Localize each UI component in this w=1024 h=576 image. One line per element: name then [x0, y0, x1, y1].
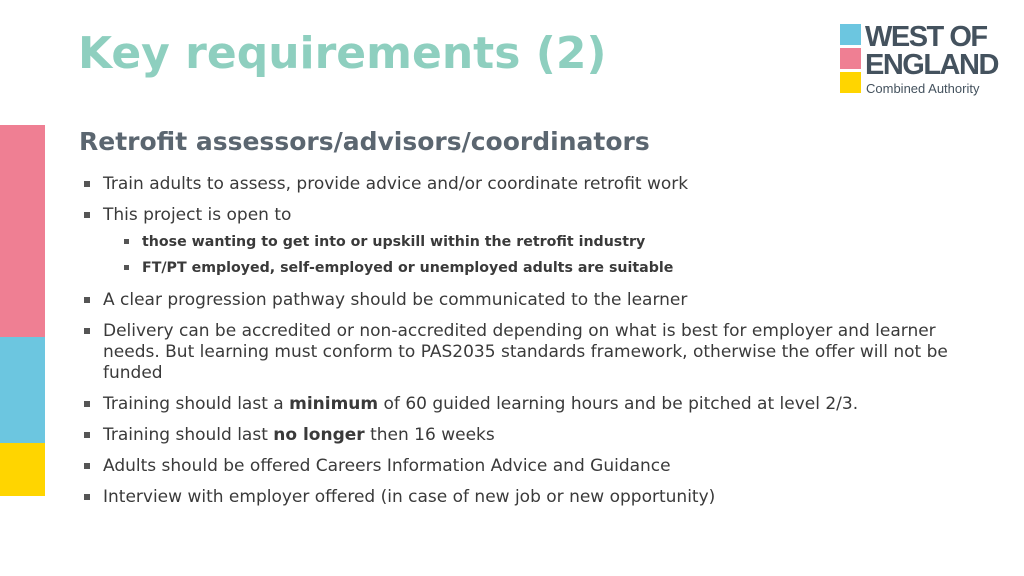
sub-bullet-text: those wanting to get into or upskill within the retrofit industry — [142, 234, 646, 250]
logo-squares-icon — [840, 24, 861, 96]
sub-bullet-item — [124, 232, 984, 252]
sub-bullet-text: FT/PT employed, self-employed or unemployed adults are suitable — [142, 260, 674, 276]
square-bullet-icon — [84, 494, 90, 500]
logo-square-yellow — [840, 72, 861, 93]
logo-text-line1: WEST OF — [865, 21, 987, 53]
square-bullet-icon — [84, 401, 90, 407]
sub-bullet-item — [124, 258, 984, 278]
bullet-item — [84, 290, 984, 311]
bullet-text: Train adults to assess, provide advice and/or coordinate retrofit work — [103, 174, 689, 194]
bullet-list — [84, 174, 984, 508]
square-bullet-icon — [124, 239, 129, 244]
logo-text-line3: Combined Authority — [866, 81, 980, 96]
square-bullet-icon — [124, 265, 129, 270]
bullet-item — [84, 456, 984, 477]
square-bullet-icon — [84, 432, 90, 438]
bullet-item — [84, 321, 984, 384]
square-bullet-icon — [84, 212, 90, 218]
logo-square-blue — [840, 24, 861, 45]
square-bullet-icon — [84, 328, 90, 334]
bullet-text: Training should last no longer then 16 weeks — [103, 425, 495, 445]
bullet-text: Adults should be offered Careers Information Advice and Guidance — [103, 456, 671, 476]
bullet-item — [84, 487, 984, 508]
bullet-text: Interview with employer offered (in case of new job or new opportunity) — [103, 487, 716, 507]
bullet-text: Training should last a minimum of 60 guided learning hours and be pitched at level 2/3. — [103, 394, 859, 414]
west-of-england-logo — [840, 21, 1010, 96]
decorative-bar-blue — [0, 337, 45, 443]
decorative-bar-pink — [0, 125, 45, 337]
slide-subtitle: Retrofit assessors/advisors/coordinators — [79, 127, 650, 156]
logo-text-line2: ENGLAND — [865, 49, 998, 81]
bullet-text: This project is open to — [103, 205, 292, 225]
decorative-bar-yellow — [0, 443, 45, 496]
logo-square-pink — [840, 48, 861, 69]
bullet-text: Delivery can be accredited or non-accredited depending on what is best for employer and learner needs. But learning must conform to PAS2035 standards framework, otherwise the offer will not be funded — [103, 321, 948, 383]
bullet-item — [84, 174, 984, 195]
square-bullet-icon — [84, 181, 90, 187]
bullet-item — [84, 394, 984, 415]
slide-title: Key requirements (2) — [78, 28, 607, 79]
square-bullet-icon — [84, 463, 90, 469]
bullet-text: A clear progression pathway should be communicated to the learner — [103, 290, 688, 310]
square-bullet-icon — [84, 297, 90, 303]
bullet-item — [84, 425, 984, 446]
bullet-item — [84, 205, 984, 226]
